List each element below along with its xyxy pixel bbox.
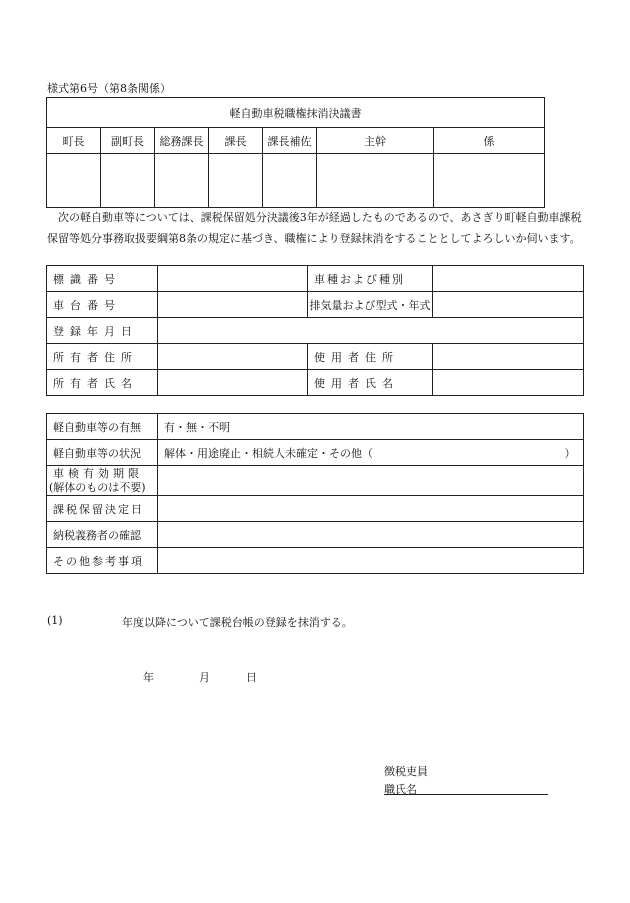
user-address-value — [433, 344, 584, 370]
owner-name-value — [158, 370, 308, 396]
plate-number-value — [158, 266, 308, 292]
condition-value — [158, 440, 584, 466]
decision-date-value — [158, 496, 584, 522]
existence-value: 有・無・不明 — [158, 414, 584, 440]
registration-date-value — [158, 318, 584, 344]
condition-options: 解体・用途廃止・相続人未確定・その他（ — [164, 446, 373, 460]
vehicle-type-label: 車種および種別 — [308, 266, 433, 292]
chassis-number-value — [158, 292, 308, 318]
resolution-text: 年度以降について課税台帳の登録を抹消する。 — [122, 616, 353, 629]
approver-section-chief: 課長 — [209, 128, 263, 154]
taxpayer-check-label: 納税義務者の確認 — [47, 522, 158, 548]
plate-number-label: 標識番号 — [47, 266, 158, 292]
approver-mayor: 町長 — [47, 128, 101, 154]
stamp-box — [434, 154, 545, 208]
form-number: 様式第6号（第8条関係） — [47, 82, 171, 95]
resolution-number: (1) — [47, 614, 63, 627]
user-name-label: 使用者氏名 — [308, 370, 433, 396]
owner-address-label: 所有者住所 — [47, 344, 158, 370]
document-title: 軽自動車税職権抹消決議書 — [47, 98, 545, 128]
condition-label: 軽自動車等の状況 — [47, 440, 158, 466]
date-year: 年 — [143, 671, 154, 684]
condition-close: ） — [564, 446, 576, 460]
decision-date-label: 課税保留決定日 — [47, 496, 158, 522]
name-label: 職氏名 — [384, 783, 417, 796]
stamp-box — [209, 154, 263, 208]
tax-officer-label: 徴税吏員 — [384, 765, 428, 778]
other-notes-label: その他参考事項 — [47, 548, 158, 574]
date-day: 日 — [246, 671, 257, 684]
displacement-value — [433, 292, 584, 318]
displacement-label: 排気量および型式・年式 — [308, 292, 433, 318]
approver-supervisor: 主幹 — [317, 128, 434, 154]
approver-general-affairs-chief: 総務課長 — [155, 128, 209, 154]
registration-date-label: 登録年月日 — [47, 318, 158, 344]
stamp-box — [317, 154, 434, 208]
other-notes-value — [158, 548, 584, 574]
request-paragraph: 次の軽自動車等については、課税保留処分決議後3年が経過したものであるので、あさぎり町軽自動車課税保留等処分事務取扱要綱第8条の規定に基づき、職権により登録抹消をすることとしてよろしいか伺います。 — [47, 211, 582, 245]
taxpayer-check-value — [158, 522, 584, 548]
inspection-label-main: 車検有効期限 — [53, 466, 143, 480]
approver-staff: 係 — [434, 128, 545, 154]
vehicle-type-value — [433, 266, 584, 292]
stamp-box — [47, 154, 101, 208]
owner-address-value — [158, 344, 308, 370]
approver-assistant-chief: 課長補佐 — [263, 128, 317, 154]
user-name-value — [433, 370, 584, 396]
inspection-label-note: (解体のものは不要) — [49, 480, 146, 494]
approval-table — [46, 97, 545, 208]
stamp-box — [263, 154, 317, 208]
stamp-box — [155, 154, 209, 208]
existence-label: 軽自動車等の有無 — [47, 414, 158, 440]
inspection-value — [158, 466, 584, 496]
chassis-number-label: 車台番号 — [47, 292, 158, 318]
approver-deputy-mayor: 副町長 — [101, 128, 155, 154]
inspection-label — [47, 466, 158, 496]
stamp-box — [101, 154, 155, 208]
status-table — [46, 413, 584, 574]
signature-line — [384, 794, 548, 795]
vehicle-table — [46, 265, 584, 396]
owner-name-label: 所有者氏名 — [47, 370, 158, 396]
user-address-label: 使用者住所 — [308, 344, 433, 370]
date-month: 月 — [199, 671, 210, 684]
